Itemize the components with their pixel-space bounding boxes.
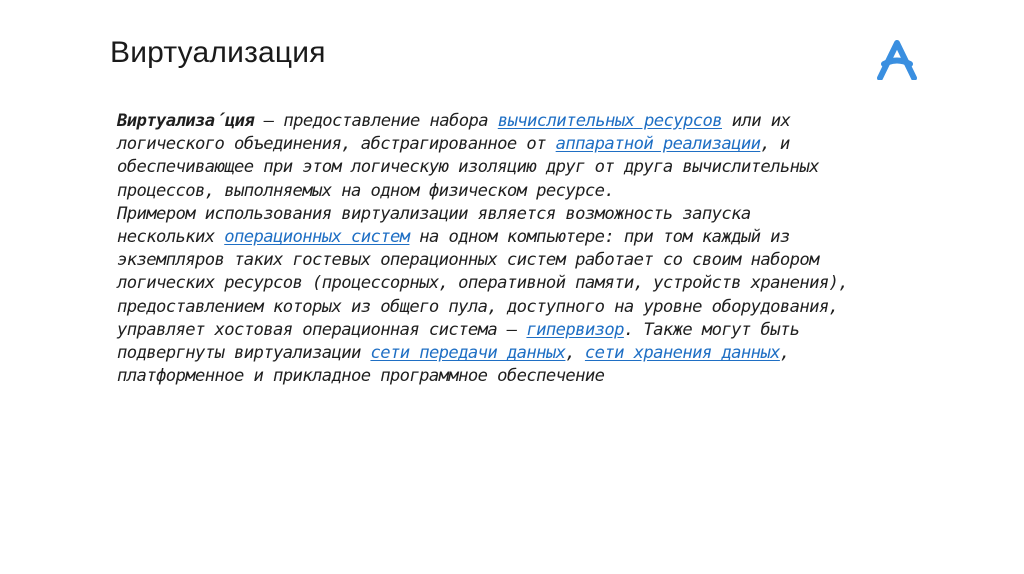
text-line [117,249,957,272]
slide-title: Виртуализация [110,36,326,69]
wiki-link[interactable]: операционных систем [224,227,410,248]
text-segment: , [565,343,585,364]
stylized-a-logo-icon [876,40,918,80]
text-segment: . Также могут быть [623,319,800,340]
text-line [117,319,957,342]
defined-term: Виртуализа́ция [117,111,255,131]
text-segment: процессов, выполняемых на одном физическом ресурсе. [117,180,615,201]
text-segment: предоставлением которых из общего пула, доступного на уровне оборудования, [117,296,839,317]
text-line [117,203,957,226]
text-segment: — предоставление набора [254,111,498,131]
text-line [117,342,957,365]
text-line [117,110,957,133]
text-line [117,296,957,319]
text-segment: обеспечивающее при этом логическую изоляцию друг от друга вычислительных [117,157,819,178]
wiki-link[interactable]: гипервизор [526,319,624,340]
text-segment: платформенное и прикладное программное обеспечение [117,366,605,387]
text-segment: нескольких [117,227,225,248]
text-segment: экземпляров таких гостевых операционных систем работает со своим набором [117,250,819,271]
definition-text [117,110,957,388]
text-line [117,133,957,156]
text-line [117,226,957,249]
text-segment: на одном компьютере: при том каждый из [409,227,790,248]
wiki-link[interactable]: сети хранения данных [584,343,780,364]
wiki-link[interactable]: сети передачи данных [370,343,566,364]
text-segment: логических ресурсов (процессорных, оперативной памяти, устройств хранения), [117,273,849,294]
text-segment: , [779,343,790,364]
wiki-link[interactable]: вычислительных ресурсов [497,111,722,131]
text-line [117,272,957,295]
wiki-link[interactable]: аппаратной реализации [555,134,761,155]
text-segment: управляет хостовая операционная система — [117,319,527,340]
text-line [117,365,957,388]
text-segment: или их [721,111,791,131]
text-line [117,156,957,179]
text-segment: логического объединения, абстрагированное от [117,134,556,155]
text-line [117,180,957,203]
text-segment: , и [760,134,790,155]
text-segment: Примером использования виртуализации является возможность запуска [117,203,751,224]
text-segment: подвергнуты виртуализации [117,343,371,364]
